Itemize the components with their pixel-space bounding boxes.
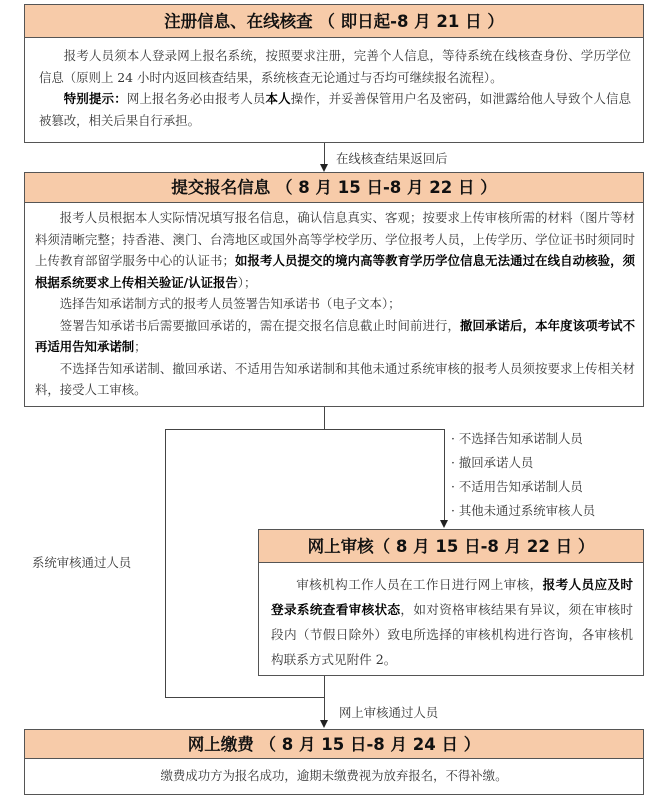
arrow-3-label: 网上审核通过人员: [339, 705, 439, 720]
step-register-box: [24, 4, 644, 143]
step-submit-text-3: [35, 315, 635, 358]
left-branch-label: 系统审核通过人员: [32, 555, 132, 570]
branch-horizontal-line: [165, 429, 444, 430]
arrow-3-head: [320, 720, 328, 728]
step-payment-body: [25, 765, 643, 787]
special-note-bold: 本人: [265, 91, 291, 106]
step-submit-body: [35, 207, 635, 401]
branch-stem-line: [324, 407, 325, 429]
manual-review-item: · 不选择告知承诺制人员: [451, 431, 583, 446]
step-register-text-1: 报考人员须本人登录网上报名系统，按照要求注册，完善个人信息，等待系统在线核查身份、学历学位信息（原则上 24 小时内返回核查结果，系统核查无论通过与否均可继续报名流程）。: [39, 48, 631, 85]
step-review-title: 网上审核（ 8 月 15 日-8 月 22 日 ）: [259, 530, 643, 563]
step-register-text-2: [39, 88, 631, 131]
step-payment-text: 缴费成功方为报名成功，逾期未缴费视为放弃报名，不得补缴。: [160, 768, 508, 783]
step-submit-text-3b: ；: [134, 339, 147, 354]
manual-review-item: · 撤回承诺人员: [451, 455, 534, 470]
step-submit-text-1-bold: 如报考人员提交的境内高等教育学历学位信息无法通过在线自动核验，须根据系统要求上传相关验证/认证报告: [35, 253, 636, 290]
manual-review-item: · 其他未通过系统审核人员: [451, 503, 596, 518]
step-payment-title: 网上缴费 （ 8 月 15 日-8 月 24 日 ）: [25, 730, 643, 759]
arrow-1-head: [320, 164, 328, 172]
step-review-text-bold: 报考人员应及时登录系统查看审核状态: [271, 577, 633, 617]
left-branch-bottom-line: [165, 697, 324, 698]
step-submit-text-1: [35, 207, 635, 293]
step-submit-text-1a: 报考人员根据本人实际情况填写报名信息，确认信息真实、客观；按要求上传审核所需的材料（图片等材料须清晰完整；持香港、澳门、台湾地区或国外高等学校学历、学位报考人员，上传学历、学位证书时须同时上传教育部留学服务中心的认证书；: [35, 210, 635, 268]
step-review-box: [258, 529, 644, 676]
right-branch-line: [444, 429, 445, 522]
arrow-1-line: [324, 143, 325, 166]
step-review-text: [271, 572, 633, 672]
step-submit-text-1b: ）；: [237, 274, 257, 290]
step-review-text-b: ，如对资格审核结果有异议，须在审核时段内（节假日除外）致电所选择的审核机构进行咨询，各审核机构联系方式见附件 2。: [271, 602, 634, 667]
step-review-text-a: 审核机构工作人员在工作日进行网上审核，: [296, 577, 543, 592]
step-review-body: [271, 572, 633, 672]
step-submit-text-4: 不选择告知承诺制、撤回承诺、不适用告知承诺制和其他未通过系统审核的报考人员须按要求上传相关材料，接受人工审核。: [35, 360, 635, 397]
step-submit-title: 提交报名信息 （ 8 月 15 日-8 月 22 日 ）: [25, 173, 643, 203]
step-submit-text-3-bold: 撤回承诺后，本年度该项考试不再适用告知承诺制: [35, 317, 636, 354]
special-note-text-a: 网上报名务必由报考人员: [126, 91, 266, 106]
right-branch-arrow-head: [440, 520, 448, 528]
arrow-3-line: [324, 676, 325, 722]
step-register-body: [39, 45, 631, 131]
step-register-title: 注册信息、在线核查 （ 即日起-8 月 21 日 ）: [25, 5, 643, 38]
step-submit-text-3a: 签署告知承诺书后需要撤回承诺的，需在提交报名信息截止时间前进行，: [59, 317, 461, 333]
manual-review-item-text: 其他未通过系统审核人员: [458, 503, 596, 518]
left-branch-line: [165, 429, 166, 697]
manual-review-item-text: 不选择告知承诺制人员: [458, 431, 583, 446]
step-submit-box: [24, 172, 644, 407]
special-note-text-b: 操作，并妥善保管用户名及密码，如泄露给他人导致个人信息被篡改，相关后果自行承担。: [39, 91, 631, 128]
manual-review-item-text: 撤回承诺人员: [458, 455, 534, 470]
manual-review-item-text: 不适用告知承诺制人员: [458, 479, 583, 494]
step-payment-box: [24, 729, 644, 795]
special-note-label: 特别提示：: [63, 91, 127, 106]
arrow-1-label: 在线核查结果返回后: [336, 151, 448, 166]
manual-review-item: · 不适用告知承诺制人员: [451, 479, 583, 494]
step-submit-text-2: 选择告知承诺制方式的报考人员签署告知承诺书（电子文本）；: [59, 296, 401, 311]
